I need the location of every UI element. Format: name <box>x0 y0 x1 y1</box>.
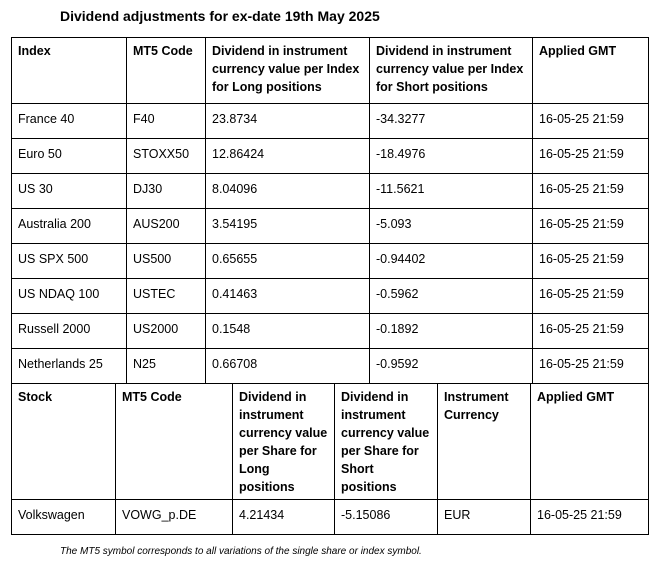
cell-short-dividend: -5.093 <box>370 209 533 244</box>
cell-index: Netherlands 25 <box>12 349 127 384</box>
cell-index: US NDAQ 100 <box>12 279 127 314</box>
cell-mt5-code: VOWG_p.DE <box>116 500 233 535</box>
col-header-short-dividend: Dividend in instrument currency value per Share for Short positions <box>335 384 438 500</box>
cell-mt5-code: DJ30 <box>127 174 206 209</box>
cell-applied-gmt: 16-05-25 21:59 <box>533 209 649 244</box>
col-header-long-dividend: Dividend in instrument currency value per Share for Long positions <box>233 384 335 500</box>
cell-mt5-code: STOXX50 <box>127 139 206 174</box>
col-header-stock: Stock <box>12 384 116 500</box>
cell-mt5-code: F40 <box>127 104 206 139</box>
cell-short-dividend: -11.5621 <box>370 174 533 209</box>
cell-long-dividend: 0.65655 <box>206 244 370 279</box>
index-dividend-table <box>11 37 649 384</box>
cell-mt5-code: AUS200 <box>127 209 206 244</box>
cell-index: Euro 50 <box>12 139 127 174</box>
cell-long-dividend: 0.66708 <box>206 349 370 384</box>
cell-index: Russell 2000 <box>12 314 127 349</box>
cell-applied-gmt: 16-05-25 21:59 <box>531 500 649 535</box>
cell-index: Australia 200 <box>12 209 127 244</box>
cell-short-dividend: -0.94402 <box>370 244 533 279</box>
col-header-instrument-currency: Instrument Currency <box>438 384 531 500</box>
cell-stock: Volkswagen <box>12 500 116 535</box>
col-header-long-dividend: Dividend in instrument currency value per Index for Long positions <box>206 38 370 104</box>
table-row <box>12 104 649 139</box>
cell-applied-gmt: 16-05-25 21:59 <box>533 174 649 209</box>
table-row <box>12 279 649 314</box>
cell-mt5-code: US2000 <box>127 314 206 349</box>
cell-applied-gmt: 16-05-25 21:59 <box>533 314 649 349</box>
table-header-row <box>12 384 649 500</box>
cell-long-dividend: 12.86424 <box>206 139 370 174</box>
table-row <box>12 139 649 174</box>
page-title: Dividend adjustments for ex-date 19th May 2025 <box>60 8 380 24</box>
cell-index: US 30 <box>12 174 127 209</box>
footnote: The MT5 symbol corresponds to all variations of the single share or index symbol. <box>60 546 422 557</box>
table-row <box>12 314 649 349</box>
col-header-short-dividend: Dividend in instrument currency value per Index for Short positions <box>370 38 533 104</box>
table-row <box>12 174 649 209</box>
col-header-index: Index <box>12 38 127 104</box>
cell-short-dividend: -18.4976 <box>370 139 533 174</box>
cell-short-dividend: -0.1892 <box>370 314 533 349</box>
cell-long-dividend: 0.1548 <box>206 314 370 349</box>
table-row <box>12 500 649 535</box>
cell-applied-gmt: 16-05-25 21:59 <box>533 139 649 174</box>
col-header-applied-gmt: Applied GMT <box>533 38 649 104</box>
table-header-row <box>12 38 649 104</box>
cell-mt5-code: US500 <box>127 244 206 279</box>
table-row <box>12 209 649 244</box>
cell-instrument-currency: EUR <box>438 500 531 535</box>
cell-index: France 40 <box>12 104 127 139</box>
cell-short-dividend: -0.9592 <box>370 349 533 384</box>
cell-long-dividend: 3.54195 <box>206 209 370 244</box>
cell-short-dividend: -34.3277 <box>370 104 533 139</box>
table-row <box>12 349 649 384</box>
cell-long-dividend: 23.8734 <box>206 104 370 139</box>
col-header-mt5-code: MT5 Code <box>116 384 233 500</box>
cell-mt5-code: N25 <box>127 349 206 384</box>
col-header-mt5-code: MT5 Code <box>127 38 206 104</box>
cell-applied-gmt: 16-05-25 21:59 <box>533 104 649 139</box>
cell-applied-gmt: 16-05-25 21:59 <box>533 279 649 314</box>
cell-short-dividend: -5.15086 <box>335 500 438 535</box>
cell-applied-gmt: 16-05-25 21:59 <box>533 244 649 279</box>
cell-long-dividend: 0.41463 <box>206 279 370 314</box>
stock-dividend-table <box>11 383 649 535</box>
col-header-applied-gmt: Applied GMT <box>531 384 649 500</box>
cell-mt5-code: USTEC <box>127 279 206 314</box>
table-row <box>12 244 649 279</box>
cell-short-dividend: -0.5962 <box>370 279 533 314</box>
cell-long-dividend: 4.21434 <box>233 500 335 535</box>
cell-index: US SPX 500 <box>12 244 127 279</box>
cell-long-dividend: 8.04096 <box>206 174 370 209</box>
cell-applied-gmt: 16-05-25 21:59 <box>533 349 649 384</box>
